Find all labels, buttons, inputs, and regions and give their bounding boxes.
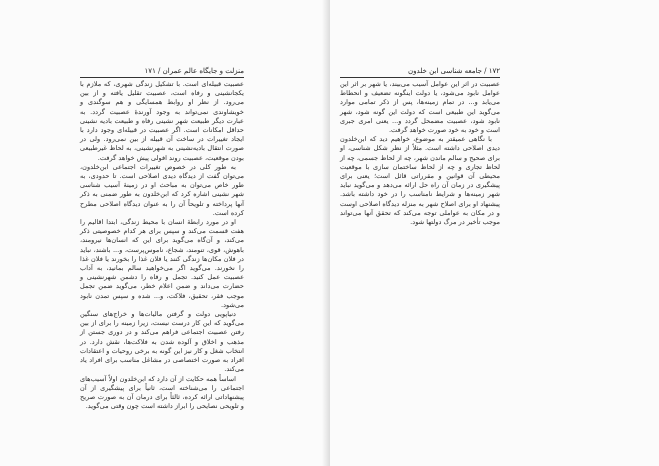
- left-page: [0, 0, 329, 466]
- paragraph: دنیاپویی دولت و گرفتن مالیات‌ها و خراج‌های سنگین می‌گوید که این کار درست نیست، زیرا زمینه را برای از بین رفتن عصبیت اجتماعی فراهم می‌کند و در دوری جستن از مذهب و اخلاق و آلوده شدن به فلاکت‌ها، نقش دارد. در انتخاب شغل و کار نیز این گونه به برخی روحیات و اعتقادات افراد به صورت اختصاصی در مشاغل مناسب برای افراد یاد می‌کند.: [80, 310, 244, 374]
- paragraph: با نگاهی عمیقتر به موضوع، خواهیم دید که ابن‌خلدون دیدی اصلاحی داشته است. مثلاً از نظر شکل شناسی، او برای صحیح و سالم ماندن شهر، چه از لحاظ جسمی، چه از لحاظ تجاری و چه از لحاظ ساختمان سازی با موقعیت محیطی آن قوانین و مقرراتی قائل است؛ یعنی برای پیشگیری در زمان آن راه حل ارائه می‌دهد و می‌گوید نباید شهر زمینه‌ها و شرایط نامناسب را در خود داشته باشد. پیشنهاد او برای اصلاح شهر به منزله دیدگاه اصلاحی اوست و در مکان به عواملی توجه می‌کند که تحقق آنها می‌تواند موجب تأخیر در مرگ دولتها شود.: [340, 135, 500, 227]
- right-page-header: [340, 63, 500, 75]
- right-page: [330, 0, 659, 466]
- right-page-body: [340, 80, 500, 227]
- paragraph: به طور کلی در خصوص تغییرات اجتماعی ابن‌خلدون، می‌توان گفت از دیدگاه دیدی اصلاحی است. تا حدودی، به طور خاص می‌توان به مباحث او در زمینهٔ آسیب شناسی شهر نشینی اشاره کرد که ابن‌خلدون به طور ضمنی به ذکر آنها پرداخته و تلویحاً آن را به عنوان دیدگاه اصلاحی مطرح کرده است.: [80, 162, 244, 217]
- paragraph: عصبیت در اثر این عوامل آسیب می‌بیند، یا شهر بر اثر این عوامل نابود می‌شود، یا دولت اینگونه تضعیف و انحطاط می‌یابد و... در تمام زمینه‌ها، پس از ذکر تمامی موارد می‌گوید این طبیعی است که دولت این گونه شود، شهر نابود شود، عصبیت مضمحل گردد و... یعنی امری جبری است و خود به خود صورت خواهد گرفت.: [340, 80, 500, 135]
- header-rule: [340, 77, 500, 78]
- paragraph: عصبیت قبیله‌ای است. با تشکیل زندگی شهری، که ملازم با یکجانشینی و رفاه است، عصبیت تقلیل یافته و از بین می‌رود. از نظر او روابط همسایگی و هم سوگندی و خویشاوندی نمی‌تواند به وجود آورندهٔ عصبیت گردد. به عبارت دیگر طبیعت شهر نشینی رفاه و طبیعت بادیه نشینی حداقل امکانات است. اگر عصبیت در قبیله‌ای وجود دارد با ایجاد تغییرات در ساخت آن قبیله از بین نمی‌رود. ولی در صورت انتقال بادیه‌نشینی به شهرنشینی، به لحاظ غیرطبیعی بودن موقعیت، عصبیت روند افولی پیش خواهد گرفت.: [80, 80, 244, 162]
- left-page-header-title: منزلت و جایگاه عالم عمران / ۱۷۱: [144, 67, 244, 75]
- paragraph: اساساً همه حکایت از آن دارد که ابن‌خلدون اولاً آسیب‌های اجتماعی را می‌شناخته است، ثانیاً برای پیشگیری از آن پیشنهاداتی ارائه کرده، ثالثاً برای درمان آن به صورت صریح و تلویحی نصایحی را ابراز داشته است چون وقتی می‌گوید.: [80, 374, 244, 411]
- right-page-header-title: ۱۷۲ / جامعه شناسی ابن خلدون: [408, 67, 500, 75]
- paragraph: او در مورد رابطهٔ انسان با محیط زندگی، ابتدا اقالیم را هفت قسمت می‌کند و سپس برای هر کدام خصوصیتی ذکر می‌کند، و آن‌گاه می‌گوید برای این که انسان‌ها نیرومند، باهوش، قوی، تنومند، شجاع، ناموس‌پرست، و... باشند، نباید در فلان مکان‌ها زندگی کنند یا فلان غذا را بخورند یا فلان غذا را نخورند. می‌گوید اگر می‌خواهید سالم بمانید، به آداب عصبیت عمل کنید. تجمل و رفاه را دشمن شهرنشینی و حضارت می‌داند و ضمن اعلام خطر، می‌گوید ضمن تجمل موجب فقر، تحقیق، فلاکت، و... شده و سپس تمدن نابود می‌شود.: [80, 218, 244, 309]
- left-page-header: [80, 63, 244, 75]
- left-page-body: [80, 80, 244, 411]
- header-rule: [80, 77, 244, 78]
